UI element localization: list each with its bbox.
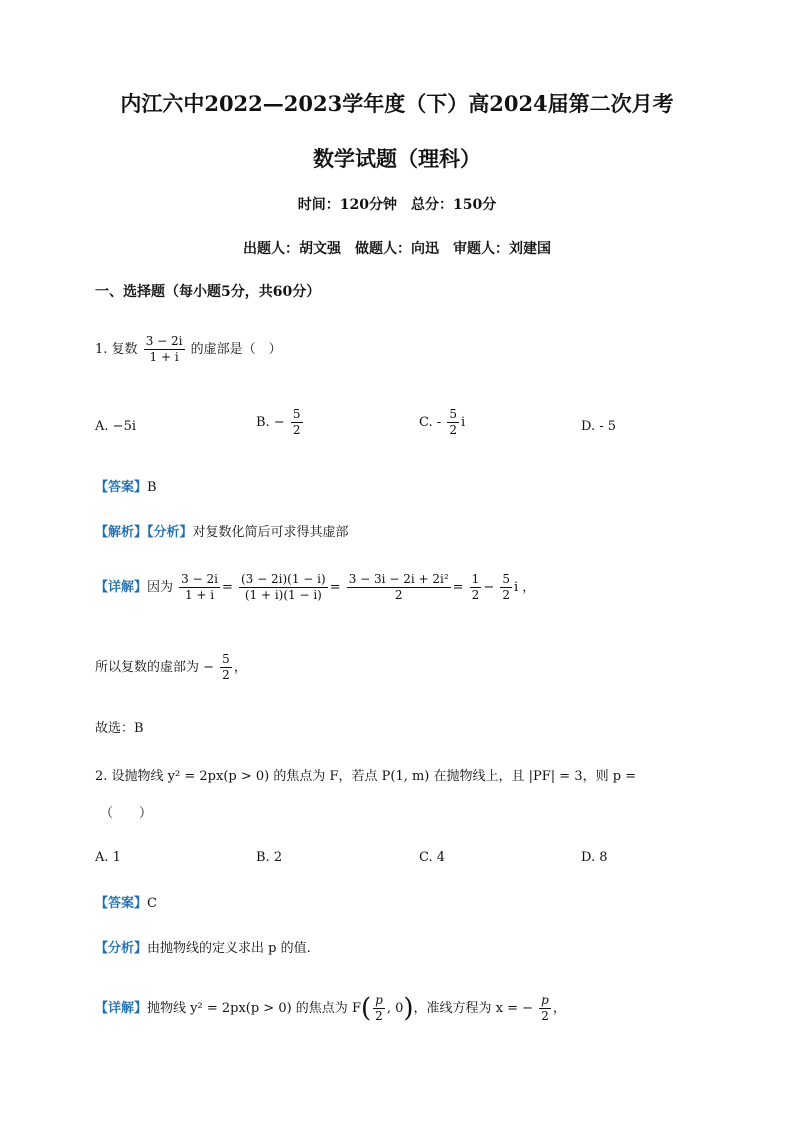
option-value: - 5 — [599, 419, 617, 434]
q1-option-c — [419, 407, 465, 438]
answer-tag: 【答案】 — [95, 896, 148, 911]
q1-detail: 【详解】因为 $\frac{3 - 2i}{1 + i}$ = $\frac{(3 - 2i)(1 - i)}{(1 + i)(1 - i)}$ = $\frac{\text{3 − 3i − 2i + 2i²}}{2}$ = $\frac{1}{2}$ − $\frac{5}{2}$ i ， — [95, 572, 536, 602]
frac-den: 2 — [449, 423, 457, 437]
analysis-text: 由抛物线的定义求出 p 的值. — [147, 941, 311, 956]
option-label: B. — [256, 850, 270, 865]
question-2 — [95, 768, 636, 786]
q2-analysis — [95, 940, 311, 958]
q1-fraction — [144, 334, 185, 365]
option-label: B. — [256, 415, 270, 430]
frac-num: 5 — [292, 407, 301, 421]
frac-den: 2 — [292, 423, 301, 437]
detail-frac-1 — [179, 572, 220, 603]
frac-den: (1 + i)(1 − i) — [239, 587, 328, 603]
q1-option-a — [95, 419, 136, 434]
time-info: 时间：120分钟 总分：150分 — [297, 197, 497, 213]
option-label: D. — [581, 419, 596, 434]
q2-detail — [95, 993, 566, 1024]
detail-frac-2 — [239, 572, 328, 603]
option-label: A. — [95, 419, 109, 434]
option-value: - — [436, 415, 442, 430]
option-value: −5i — [112, 419, 136, 434]
conclusion-frac — [220, 652, 232, 683]
q1-choice: 故选：B — [95, 721, 144, 736]
option-value: 8 — [599, 850, 608, 865]
frac-num: 1 — [471, 572, 480, 586]
q2-option-d — [581, 850, 608, 865]
directrix-frac — [539, 993, 551, 1024]
frac-den: 2 — [347, 587, 451, 603]
detail-prefix: 抛物线 y² = 2px(p > 0) 的焦点为 F — [147, 1001, 361, 1016]
option-fraction — [291, 407, 303, 438]
option-value: 4 — [436, 850, 446, 865]
detail-frac-5 — [500, 572, 512, 603]
option-value: − — [273, 415, 285, 430]
question-1 — [95, 334, 282, 365]
section-heading: 一、选择题（每小题5分，共60分） — [95, 284, 321, 300]
focus-tail: , 0 — [386, 1001, 404, 1016]
frac-num: 5 — [222, 652, 230, 666]
option-fraction — [447, 407, 459, 438]
q1-conclusion — [95, 652, 247, 683]
q2-text-line2: （ ） — [100, 806, 153, 821]
focus-frac — [373, 993, 385, 1024]
frac-den: 2 — [373, 1008, 385, 1024]
q2-option-c — [419, 850, 445, 865]
q1-option-b — [256, 407, 305, 438]
detail-mid: ，准线方程为 x = − — [413, 1001, 534, 1016]
frac-num: 5 — [449, 407, 457, 421]
option-suffix: i — [460, 415, 466, 430]
frac-den: 2 — [222, 668, 230, 682]
q1-analysis — [95, 524, 349, 542]
option-label: D. — [581, 850, 596, 865]
q1-option-d — [581, 419, 616, 434]
paren-close: ) — [403, 993, 414, 1024]
analysis-tag: 【分析】 — [95, 941, 148, 956]
q1-answer — [95, 479, 157, 497]
q1-text-after: 的虚部是（ ） — [190, 342, 282, 357]
q2-option-b — [256, 850, 282, 865]
conclusion-suffix: ， — [233, 660, 247, 675]
frac-num: p — [541, 993, 549, 1007]
q1-text-before: 复数 — [111, 342, 138, 357]
frac-num: 5 — [502, 572, 510, 586]
q1-frac-num: 3 − 2i — [145, 334, 183, 348]
frac-num: 3 − 2i — [181, 572, 218, 586]
frac-num: (3 − 2i)(1 − i) — [241, 572, 326, 586]
detail-prefix: 因为 — [147, 580, 174, 595]
detail-suffix: i ， — [513, 580, 536, 595]
option-label: C. — [419, 415, 433, 430]
analysis-tag: 【解析】【分析】 — [95, 525, 193, 540]
frac-den: 2 — [471, 588, 480, 602]
answer-tag: 【答案】 — [95, 480, 148, 495]
exam-title: 内江六中2022—2023学年度（下）高2024届第二次月考 — [120, 91, 674, 116]
authors-line: 出题人：胡文强 做题人：向迅 审题人：刘建国 — [243, 241, 551, 257]
conclusion-prefix: 所以复数的虚部为 − — [95, 660, 215, 675]
frac-den: 2 — [539, 1008, 551, 1024]
exam-subtitle: 数学试题（理科） — [313, 146, 481, 171]
answer-value: C — [147, 896, 157, 911]
q1-number: 1. — [95, 342, 108, 357]
frac-num: p — [375, 993, 383, 1007]
q2-option-a — [95, 850, 121, 865]
detail-frac-4 — [470, 572, 482, 603]
q2-answer — [95, 895, 157, 913]
analysis-text: 对复数化简后可求得其虚部 — [192, 525, 349, 540]
paren-open: ( — [360, 993, 372, 1024]
q1-frac-den: 1 + i — [144, 349, 185, 365]
q2-number: 2. — [95, 769, 108, 784]
frac-num: 3 − 3i − 2i + 2i² — [348, 572, 449, 586]
option-label: A. — [95, 850, 109, 865]
detail-frac-3 — [347, 572, 451, 603]
answer-value: B — [147, 480, 157, 495]
detail-suffix: ， — [552, 1001, 566, 1016]
option-value: 1 — [112, 850, 121, 865]
q2-text: 设抛物线 y² = 2px(p > 0) 的焦点为 F，若点 P(1, m) 在抛物线上，且 |PF| = 3，则 p = — [111, 769, 637, 784]
option-label: C. — [419, 850, 433, 865]
detail-tag: 【详解】 — [95, 580, 148, 595]
frac-den: 1 + i — [179, 587, 220, 603]
option-value: 2 — [273, 850, 283, 865]
frac-den: 2 — [502, 588, 510, 602]
detail-tag: 【详解】 — [95, 1001, 148, 1016]
